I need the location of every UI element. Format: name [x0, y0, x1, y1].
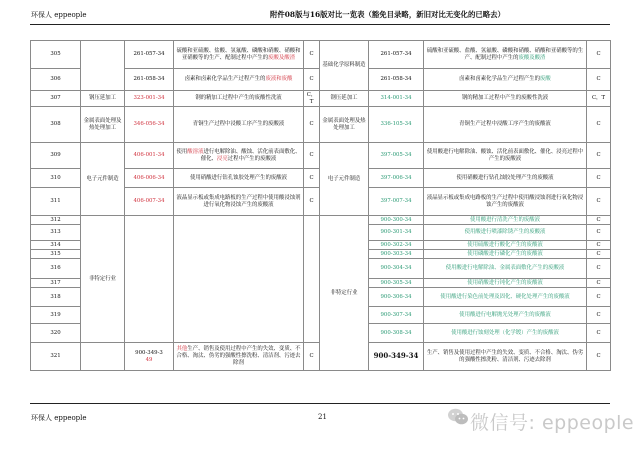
desc-new-changed: 废酸及酸渣 — [518, 54, 546, 61]
row-number: 317 — [31, 279, 81, 288]
category-left-empty — [81, 343, 125, 371]
code-old: 261-057-34 — [125, 41, 174, 69]
desc-old: 青铜生产过程中浸酸工序产生的废酸液 — [174, 107, 304, 143]
desc-old — [174, 343, 304, 371]
desc-new: 使用硝酸进行钻孔蚀胶处理产生的废酸液 — [424, 169, 587, 188]
footer-rule — [30, 403, 610, 404]
desc-old — [174, 143, 304, 169]
char-old: C — [304, 169, 320, 188]
char-new: C — [587, 107, 611, 143]
desc-old — [174, 69, 304, 91]
char-old: C — [304, 107, 320, 143]
char-old-empty — [304, 216, 320, 343]
row-number: 309 — [31, 143, 81, 169]
desc-new: 使用酸进行电解除油、金属表面敷化产生的废酸液 — [424, 259, 587, 279]
char-new: C — [587, 188, 611, 216]
desc-new: 使用酸进行蚀刻处理（化学镀）产生的废酸液 — [424, 324, 587, 343]
code-old: 406-007-34 — [125, 188, 174, 216]
char-old: C — [304, 343, 320, 371]
char-old: C — [304, 188, 320, 216]
category-right: 钢压延加工 — [320, 91, 369, 107]
desc-old-text: 使用 — [176, 148, 188, 155]
code-new: 261-057-34 — [369, 41, 424, 69]
desc-old — [174, 41, 304, 69]
row-number: 310 — [31, 169, 81, 188]
code-new: 261-058-34 — [369, 69, 424, 91]
char-new: C — [587, 169, 611, 188]
desc-new: 钢的精加工过程中产生的废酸性洗液 — [424, 91, 587, 107]
desc-old-changed: 浸亮 — [216, 155, 228, 162]
desc-new: 使用酸进行染色前处理及固化、硬化处理产生的废酸液 — [424, 288, 587, 307]
code-old: 406-001-34 — [125, 143, 174, 169]
row-number: 321 — [31, 343, 81, 371]
desc-new: 使用硫酸进行酸化产生的废酸液 — [424, 241, 587, 250]
page-number: 21 — [318, 413, 327, 421]
row-number: 319 — [31, 307, 81, 324]
desc-new: 使用酸进行电解除油、酸蚀、活化前表面敷化、催化、浸亮过程中产生的废酸液 — [424, 143, 587, 169]
desc-new-text: 硫酸和亚硫酸、盐酸、氢氟酸、磷酸和硝酸、硝酸和亚硝酸等的生产、配制过程中产生的 — [426, 47, 584, 61]
code-new: 397-006-34 — [369, 169, 424, 188]
char-new: C — [587, 250, 611, 259]
code-new: 900-308-34 — [369, 324, 424, 343]
code-old: 261-058-34 — [125, 69, 174, 91]
desc-old-text: 卤素和卤素化学品生产过程产生的 — [184, 76, 266, 83]
category-left — [81, 41, 125, 91]
row-number: 306 — [31, 69, 81, 91]
desc-new — [424, 41, 587, 69]
code-new: 900-303-34 — [369, 250, 424, 259]
char-new: C — [587, 69, 611, 91]
char-old: C，T — [304, 91, 320, 107]
char-old: C — [304, 41, 320, 69]
code-new: 900-307-34 — [369, 307, 424, 324]
code-old: 346-056-34 — [125, 107, 174, 143]
table-row — [31, 143, 611, 169]
table-row — [31, 91, 611, 107]
code-new: 900-301-34 — [369, 225, 424, 241]
desc-old: 液晶显示板或集成电路板的生产过程中使用酸浸蚀剂进行氧化物浸蚀产生的废酸液 — [174, 188, 304, 216]
desc-old-text: 过程中产生的废酸液 — [227, 155, 277, 162]
char-new: C — [587, 324, 611, 343]
code-new: 900-302-34 — [369, 241, 424, 250]
category-left: 钢压延加工 — [81, 91, 125, 107]
row-number: 313 — [31, 225, 81, 241]
desc-old-changed: 酸溶液 — [187, 148, 204, 155]
code-new: 900-305-34 — [369, 279, 424, 288]
char-new: C — [587, 241, 611, 250]
desc-old-text: 进行电解除油、酸蚀、活化前表面敷化、催化、 — [200, 148, 301, 162]
char-new: C — [587, 216, 611, 225]
char-new: C — [587, 143, 611, 169]
char-new: C — [587, 225, 611, 241]
desc-new: 液晶显示板或集成电路板的生产过程中使用酸浸蚀剂进行氧化物浸蚀产生的废酸液 — [424, 188, 587, 216]
code-new: 397-005-34 — [369, 143, 424, 169]
row-number: 307 — [31, 91, 81, 107]
row-number: 314 — [31, 241, 81, 250]
desc-new: 青铜生产过程中浸酸工序产生的废酸液 — [424, 107, 587, 143]
row-number: 312 — [31, 216, 81, 225]
desc-old: 使用硝酸进行钻孔蚀胶处理产生的废酸液 — [174, 169, 304, 188]
desc-new: 使用酸进行喷漆除锈产生的废酸液 — [424, 225, 587, 241]
desc-new: 使用硝酸进行钝化产生的废酸液 — [424, 279, 587, 288]
category-right: 金属表面处理及热处理加工 — [320, 107, 369, 143]
code-old-changed: 49 — [145, 356, 153, 363]
code-old — [125, 343, 174, 371]
desc-old-changed: 废酸及酸渣 — [268, 54, 296, 61]
code-new: 336-105-34 — [369, 107, 424, 143]
code-new: 397-007-34 — [369, 188, 424, 216]
desc-old: 钢的精加工过程中产生的废酸性洗液 — [174, 91, 304, 107]
code-new: 900-349-34 — [369, 343, 424, 371]
category-left: 电子元件制造 — [81, 143, 125, 216]
category-right: 电子元件制造 — [320, 143, 369, 216]
code-new: 900-304-34 — [369, 259, 424, 279]
row-number: 308 — [31, 107, 81, 143]
header-left: 环保人 eppeople — [31, 11, 87, 19]
desc-new-changed: 废酸 — [540, 76, 551, 83]
wechat-icon — [447, 407, 469, 427]
desc-new: 使用磷酸进行磷化产生的废酸液 — [424, 250, 587, 259]
row-number: 305 — [31, 41, 81, 69]
desc-old-empty — [174, 216, 304, 343]
row-number: 311 — [31, 188, 81, 216]
desc-old-text: 硫酸和亚硫酸、盐酸、氢氟酸、磷酸和硝酸、硝酸和亚硝酸等的生产、配制过程中产生的 — [176, 47, 301, 61]
row-number: 318 — [31, 288, 81, 307]
code-new: 900-300-34 — [369, 216, 424, 225]
desc-old-changed: 其他 — [176, 346, 188, 353]
char-old: C — [304, 143, 320, 169]
code-new: 314-001-34 — [369, 91, 424, 107]
code-old-empty — [125, 216, 174, 343]
code-new: 900-306-34 — [369, 288, 424, 307]
category-right: 基础化学原料制造 — [320, 41, 369, 91]
category-right: 非特定行业 — [320, 216, 369, 371]
char-new: C — [587, 307, 611, 324]
char-new: C — [587, 41, 611, 69]
code-old-text: 900-349-3 — [135, 349, 163, 356]
category-left: 金属表面处理及热处理加工 — [81, 107, 125, 143]
char-new: C — [587, 259, 611, 279]
char-new: C — [587, 279, 611, 288]
desc-new — [424, 69, 587, 91]
char-new: C — [587, 343, 611, 371]
char-old: C — [304, 69, 320, 91]
code-old: 406-006-34 — [125, 169, 174, 188]
desc-new-text: 卤素和卤素化学品生产过程产生的 — [459, 76, 541, 83]
desc-old-text: 生产、销售及使用过程中产生的失效、变质、不合格、淘汰、伪劣的强酸性擦洗粉、清洁剂、污迹去除剂 — [176, 346, 301, 366]
table-row — [31, 216, 611, 225]
watermark: 微信号: eppeople — [470, 412, 635, 434]
header-rule — [30, 24, 610, 25]
table-row — [31, 107, 611, 143]
desc-new: 使用酸进行电解抛光处理产生的废酸液 — [424, 307, 587, 324]
row-number: 315 — [31, 250, 81, 259]
footer-left: 环保人 eppeople — [31, 414, 87, 422]
desc-old-changed: 废液和废酸 — [265, 76, 293, 83]
table-row — [31, 41, 611, 69]
desc-new: 使用酸进行清洗产生的废酸液 — [424, 216, 587, 225]
desc-new: 生产、销售及使用过程中产生的失效、变质、不合格、淘汰、伪劣的强酸性擦洗粉、清洁剂、污迹去除剂 — [424, 343, 587, 371]
char-new: C，T — [587, 91, 611, 107]
row-number: 316 — [31, 259, 81, 279]
page-title: 附件08版与16版对比一览表（豁免目录略，新旧对比无变化的已略去） — [270, 10, 505, 19]
code-old: 323-001-34 — [125, 91, 174, 107]
comparison-table — [30, 40, 611, 371]
row-number: 320 — [31, 324, 81, 343]
category-left: 非特定行业 — [81, 216, 125, 343]
char-new: C — [587, 288, 611, 307]
